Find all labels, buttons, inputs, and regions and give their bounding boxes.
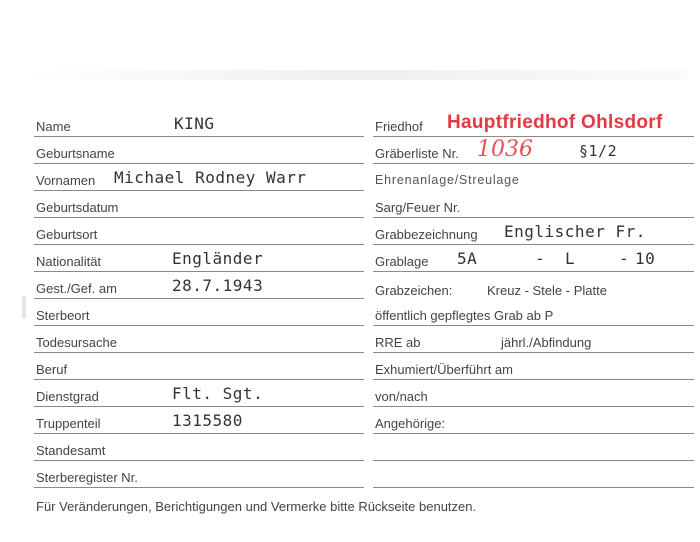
field-sterberegister (34, 463, 364, 488)
label-friedhof: Friedhof (375, 119, 423, 134)
label-graeberliste: Gräberliste Nr. (375, 146, 459, 161)
label-gepflegt: öffentlich gepflegtes Grab ab P (375, 308, 554, 323)
label-truppenteil: Truppenteil (36, 416, 101, 431)
label-sarg: Sarg/Feuer Nr. (375, 200, 461, 215)
value-grablage-nr: 10 (635, 249, 656, 268)
grablage-dash-2: - (619, 249, 630, 268)
left-edge-mark (22, 296, 26, 318)
value-nationalitaet: Engländer (172, 249, 264, 268)
label-beruf: Beruf (36, 362, 68, 377)
field-truppenteil (34, 409, 364, 434)
field-gepflegt (373, 301, 694, 326)
value-truppenteil: 1315580 (172, 411, 243, 430)
stamp-friedhof: Hauptfriedhof Ohlsdorf (447, 112, 663, 133)
field-geburtsname (34, 139, 364, 164)
field-ehrenanlage (373, 166, 694, 190)
label-grabzeichen: Grabzeichen: (375, 283, 453, 298)
label-vonnach: von/nach (375, 389, 428, 404)
value-graeberliste-extra: §1/2 (579, 142, 618, 160)
field-standesamt (34, 436, 364, 461)
label-rre: RRE ab (375, 335, 421, 350)
value-dienstgrad: Flt. Sgt. (172, 384, 264, 403)
field-grabbezeichnung (373, 220, 694, 245)
field-geburtsort (34, 220, 364, 245)
field-dienstgrad (34, 382, 364, 407)
label-geburtsdatum: Geburtsdatum (36, 200, 119, 215)
field-todesursache (34, 328, 364, 353)
field-gest (34, 274, 364, 299)
field-angehoerige-line-2 (373, 436, 694, 461)
label-exhumiert: Exhumiert/Überführt am (375, 362, 513, 377)
label-gest: Gest./Gef. am (36, 281, 117, 296)
field-sarg (373, 193, 694, 218)
value-grablage-feld: 5A (457, 249, 478, 268)
label-geburtsort: Geburtsort (36, 227, 98, 242)
value-gest: 28.7.1943 (172, 276, 264, 295)
card-top-shadow (28, 70, 688, 80)
field-geburtsdatum (34, 193, 364, 218)
label-name: Name (36, 119, 71, 134)
field-nationalitaet (34, 247, 364, 272)
label-sterbeort: Sterbeort (36, 308, 90, 323)
field-vonnach (373, 382, 694, 407)
field-angehoerige (373, 409, 694, 434)
label-todesursache: Todesursache (36, 335, 117, 350)
grablage-dash-1: - (535, 249, 546, 268)
field-beruf (34, 355, 364, 380)
label-angehoerige: Angehörige: (375, 416, 446, 431)
field-name (34, 112, 364, 137)
field-graeberliste (373, 139, 694, 164)
value-grabbezeichnung: Englischer Fr. (504, 222, 646, 241)
label-dienstgrad: Dienstgrad (36, 389, 99, 404)
label-sterberegister: Sterberegister Nr. (36, 470, 138, 485)
field-vornamen (34, 166, 364, 191)
label-ehrenanlage: Ehrenanlage/Streulage (375, 173, 520, 187)
value-rre: jährl./Abfindung (501, 335, 592, 350)
label-standesamt: Standesamt (36, 443, 106, 458)
field-sterbeort (34, 301, 364, 326)
label-vornamen: Vornamen (36, 173, 96, 188)
value-graeberliste: 1036 (477, 137, 533, 162)
label-geburtsname: Geburtsname (36, 146, 115, 161)
value-name: KING (174, 114, 215, 133)
value-vornamen: Michael Rodney Warr (114, 168, 307, 187)
label-nationalitaet: Nationalität (36, 254, 102, 269)
field-grablage (373, 247, 694, 272)
value-grablage-reihe: L (565, 249, 576, 268)
field-exhumiert (373, 355, 694, 380)
field-grabzeichen (373, 276, 694, 300)
label-grablage: Grablage (375, 254, 429, 269)
field-angehoerige-line-3 (373, 463, 694, 488)
footer-note: Für Veränderungen, Berichtigungen und Vermerke bitte Rückseite benutzen. (36, 499, 477, 514)
value-grabzeichen: Kreuz - Stele - Platte (487, 283, 607, 298)
field-friedhof (373, 112, 694, 137)
label-grabbezeichnung: Grabbezeichnung (375, 227, 478, 242)
field-rre (373, 328, 694, 353)
